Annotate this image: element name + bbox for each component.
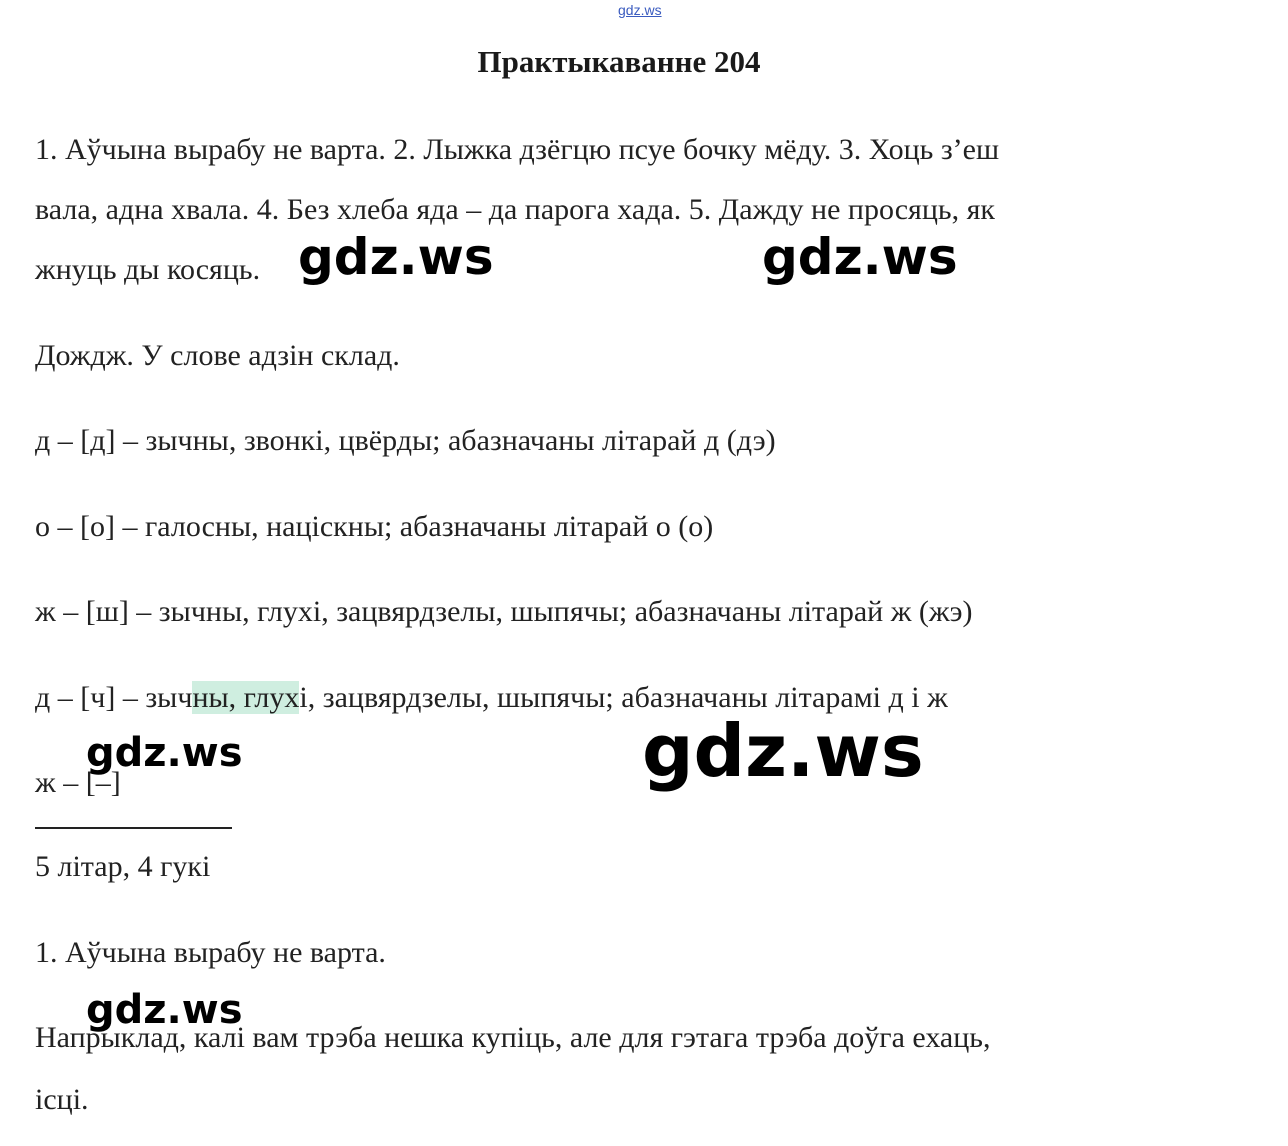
analysis-zh-line: ж – [ш] – зычны, глухі, зацвярдзелы, шыпячы; абазначаны літарай ж (жэ) — [35, 595, 973, 628]
sentence-line: 1. Аўчына вырабу не варта. — [35, 936, 386, 969]
proverbs-line-3: жнуць ды косяць. — [35, 253, 261, 286]
letters-sounds-count: 5 літар, 4 гукі — [35, 850, 211, 883]
proverbs-line-1: 1. Аўчына вырабу не варта. 2. Лыжка дзёгцю псуе бочку мёду. 3. Хоць з’еш — [35, 133, 1000, 166]
page-title: Практыкаванне 204 — [477, 44, 761, 79]
analysis-zh-silent-line: ж – [–] — [35, 766, 121, 799]
divider — [35, 827, 232, 829]
analysis-dzh-start: д – [ч] – зыч — [35, 681, 193, 714]
site-link[interactable]: gdz.ws — [618, 2, 662, 18]
example-line-1: Напрыклад, калі вам трэба нешка купіць, але для гэтага трэба доўга ехаць, — [35, 1021, 991, 1054]
watermark: gdz.ws — [86, 987, 243, 1033]
highlighted-text: ны, глух — [192, 681, 300, 714]
watermark: gdz.ws — [762, 228, 958, 286]
analysis-dzh-end: і, зацвярдзелы, шыпячы; абазначаны літарамі д і ж — [299, 681, 948, 714]
example-line-2: ісці. — [35, 1083, 89, 1116]
word-syllable-line: Дождж. У слове адзін склад. — [35, 339, 400, 372]
analysis-d-line: д – [д] – зычны, звонкі, цвёрды; абазначаны літарай д (дэ) — [35, 424, 776, 457]
watermark: gdz.ws — [298, 228, 494, 286]
watermark: gdz.ws — [86, 730, 243, 776]
watermark: gdz.ws — [642, 709, 924, 793]
proverbs-line-2: вала, адна хвала. 4. Без хлеба яда – да парога хада. 5. Дажду не просяць, як — [35, 193, 995, 226]
analysis-o-line: о – [о] – галосны, націскны; абазначаны літарай о (о) — [35, 510, 714, 543]
